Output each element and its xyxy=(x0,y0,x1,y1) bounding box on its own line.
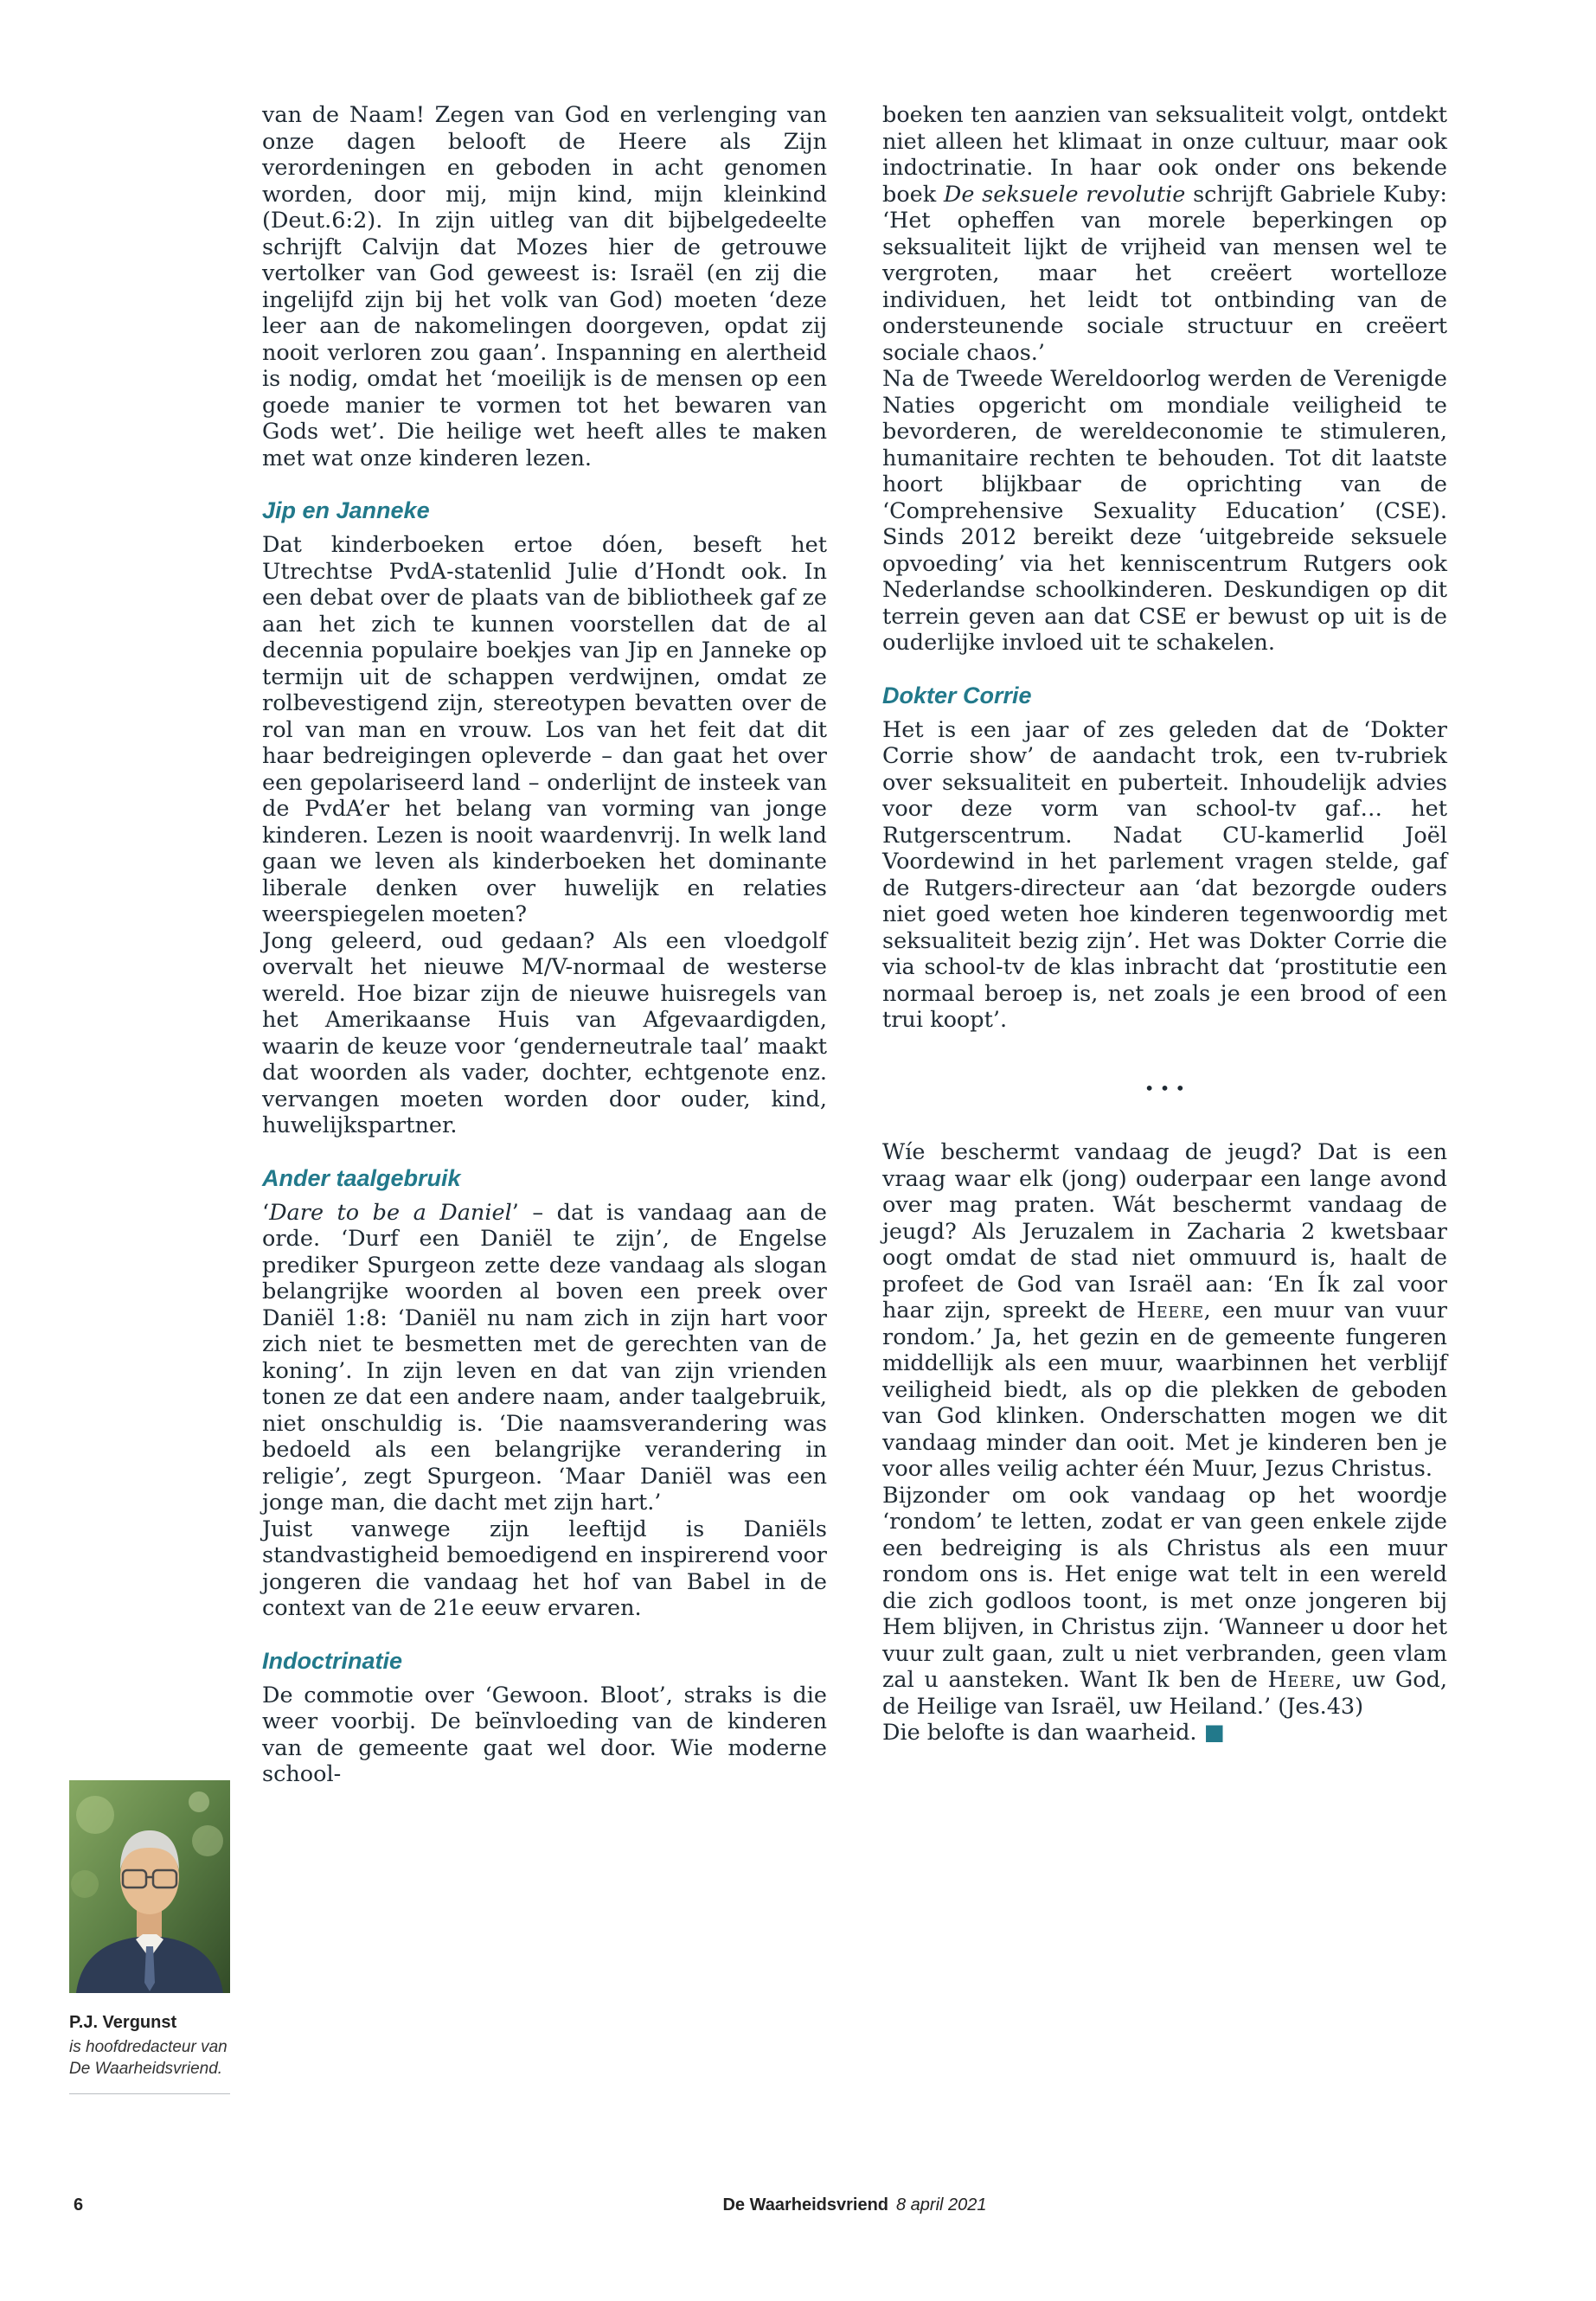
text-run: , uw God, de Heilige van Israël, uw Heiland.’ (Jes.43) xyxy=(882,1667,1447,1720)
paragraph xyxy=(262,1200,827,1516)
right-column xyxy=(882,102,1447,1788)
section-heading: Ander taalgebruik xyxy=(262,1164,461,1191)
text-run: Bijzonder om ook vandaag op het woordje ‘rondom’ te letten, zodat er van geen enkele zijde een bedreiging is als Christus als een muur rondom ons is. Het enige wat telt in een wereld die zich godloos toont, is met onze jongeren bij Hem blijven, in Christus zijn. ‘Wanneer u door het vuur zult gaan, zult u niet verbranden, geen vlam zal u aansteken. Want Ik ben de xyxy=(882,1482,1447,1693)
author-role: is hoofdredacteur van De Waarheidsvriend. xyxy=(69,2038,228,2078)
section-heading: Dokter Corrie xyxy=(882,682,1032,708)
author-caption xyxy=(69,2012,230,2080)
paragraph xyxy=(882,1720,1447,1747)
text-run: Die belofte is dan waarheid. xyxy=(882,1720,1204,1746)
text-run: Wíe beschermt vandaag de jeugd? Dat is een vraag waar elk (jong) ouderpaar een lange avond over mag praten. Wát beschermt vandaag de jeugd? Als Jeruzalem in Zacharia 2 kwetsbaar oogt omdat de stad niet ommuurd is, haalt de profeet de God van Israël aan: ‘En Ík zal voor haar zijn, spreekt de xyxy=(882,1139,1447,1324)
paragraph xyxy=(262,1682,827,1788)
page-number: 6 xyxy=(74,2195,84,2214)
text-run: Na de Tweede Wereldoorlog werden de Verenigde Naties opgericht om mondiale veiligheid te bevorderen, de wereldeconomie te stimuleren, humanitaire rechten te behouden. Tot dit laatste hoort blijkbaar de oprichting van de ‘Comprehensive Sexuality Education’ (CSE). Sinds 2012 bereikt deze ‘uitgebreide seksuele opvoeding’ via het kenniscentrum Rutgers ook Nederlandse schoolkinderen. Deskundigen op dit terrein geven aan dat CSE er bewust op uit is de ouderlijke invloed uit te schakelen. xyxy=(882,366,1447,656)
text-run: ‘ xyxy=(262,1199,270,1226)
paragraph xyxy=(262,928,827,1139)
paragraph xyxy=(882,1139,1447,1483)
smallcaps-text-run: Heere xyxy=(1136,1298,1204,1324)
endmark-text-run: ■ xyxy=(1203,1720,1225,1746)
text-run: , een muur van vuur rondom.’ Ja, het gezin en de gemeente fungeren middellijk als een muur, waarbinnen het verblijf veiligheid biedt, als op die plekken de geboden van God klinken. Onderschatten mogen we dit vandaag minder dan ooit. Met je kinderen ben je voor alles veilig achter één Muur, Jezus Christus. xyxy=(882,1298,1447,1482)
text-run: Dat kinderboeken ertoe dóen, beseft het Utrechtse PvdA-statenlid Julie d’Hondt ook. In een debat over de plaats van de bibliotheek gaf ze aan het zich te kunnen voorstellen dat de al decennia populaire boekjes van Jip en Janneke op termijn uit de schappen verdwijnen, omdat ze rolbevestigend zijn, stereotypen bevatten over de rol van man en vrouw. Los van het feit dat dit haar bedreigingen opleverde – dan gaat het over een gepolariseerd land – onderlijnt de insteek van de PvdA’er het belang van vorming van jonge kinderen. Lezen is nooit waardenvrij. In welk land gaan we leven als kinderboeken het dominante liberale denken over huwelijk en relaties weerspiegelen moeten? xyxy=(262,532,827,927)
text-run: Juist vanwege zijn leeftijd is Daniëls standvastigheid bemoedigend en inspirerend voor jongeren die vandaag het hof van Babel in de context van de 21e eeuw ervaren. xyxy=(262,1516,827,1621)
italic-text-run: Dare to be a Daniel xyxy=(269,1199,512,1226)
issue-date: 8 april 2021 xyxy=(896,2195,987,2214)
section-separator: ••• xyxy=(1144,1077,1191,1099)
text-run: De commotie over ‘Gewoon. Bloot’, straks is die weer voorbij. De beïnvloeding van de kinderen van de gemeente gaat wel door. Wie moderne school- xyxy=(262,1682,827,1787)
text-run: schrijft Gabriele Kuby: ‘Het opheffen van morele beperkingen op seksualiteit lijkt de vrijheid van mensen wel te vergroten, maar het creëert wortelloze individuen, het leidt tot ontbinding van de ondersteunende sociale structuur en creëert sociale chaos.’ xyxy=(882,181,1447,366)
left-column xyxy=(262,102,827,1788)
paragraph xyxy=(262,1516,827,1622)
paragraph xyxy=(882,366,1447,657)
paragraph xyxy=(262,532,827,928)
text-run: Het is een jaar of zes geleden dat de ‘Dokter Corrie show’ de aandacht trok, een tv-rubriek over seksualiteit en puberteit. Inhoudelijk advies voor deze vorm van school-tv gaf… het Rutgerscentrum. Nadat CU-kamerlid Joël Voordewind in het parlement vragen stelde, gaf de Rutgers-directeur aan ‘dat bezorgde ouders niet goed weten hoe kinderen tegenwoordig met seksualiteit bezig zijn’. Het was Dokter Corrie die via school-tv de klas inbracht dat ‘prostitutie een normaal beroep is, net zoals je een brood of een trui koopt’. xyxy=(882,716,1447,1033)
author-name: P.J. Vergunst xyxy=(69,2013,177,2032)
author-portrait-illustration xyxy=(69,1780,230,1993)
footer-center xyxy=(262,2195,1447,2215)
smallcaps-text-run: Heere xyxy=(1267,1667,1336,1693)
article-body xyxy=(262,102,1447,1788)
magazine-title: De Waarheidsvriend xyxy=(722,2195,888,2214)
section-heading: Jip en Janneke xyxy=(262,497,430,523)
text-run: Jong geleerd, oud gedaan? Als een vloedgolf overvalt het nieuwe M/V-normaal de westerse wereld. Hoe bizar zijn de nieuwe huisregels van het Amerikaanse Huis van Afgevaardigden, waarin de keuze voor ‘genderneutrale taal’ maakt dat woorden als vader, dochter, echtgenote enz. vervangen moeten worden door ouder, kind, huwelijkspartner. xyxy=(262,927,827,1138)
text-run: ’ – dat is vandaag aan de orde. ‘Durf een Daniël te zijn’, de Engelse prediker Spurgeon zette deze vandaag als slogan belangrijke woorden al boven een preek over Daniël 1:8: ‘Daniël nu nam zich in zijn hart voor zich niet te besmetten met de gerechten van de koning’. In zijn leven en dat van zijn vrienden tonen ze dat een andere naam, ander taalgebruik, niet onschuldig is. ‘Die naamsverandering was bedoeld als een belangrijke verandering in religie’, zegt Spurgeon. ‘Maar Daniël was een jonge man, die dacht met zijn hart.’ xyxy=(262,1199,827,1516)
caption-divider xyxy=(69,2093,230,2094)
text-run: boeken ten aanzien van seksualiteit volgt, ontdekt niet alleen het klimaat in onze cultuur, maar ook indoctrinatie. In haar ook onder ons bekende boek xyxy=(882,102,1447,208)
italic-text-run: De seksuele revolutie xyxy=(943,181,1186,208)
author-box xyxy=(69,1780,230,2094)
author-photo xyxy=(69,1780,230,1993)
paragraph xyxy=(882,1483,1447,1721)
text-run: van de Naam! Zegen van God en verlenging van onze dagen belooft de Heere als Zijn verordeningen en geboden in acht genomen worden, door mij, mijn kind, mijn kleinkind (Deut.6:2). In zijn uitleg van dit bijbelgedeelte schrijft Calvijn dat Mozes hier de getrouwe vertolker van God geweest is: Israël (en zij die ingelijfd zijn bij het volk van God) moeten ‘deze leer aan de nakomelingen doorgeven, opdat zij nooit verloren zou gaan’. Inspanning en alertheid is nodig, omdat het ‘moeilijk is de mensen op een goede manier te vormen tot het bewaren van Gods wet’. Die heilige wet heeft alles te maken met wat onze kinderen lezen. xyxy=(262,102,827,471)
paragraph xyxy=(882,717,1447,1034)
paragraph xyxy=(882,102,1447,366)
section-heading: Indoctrinatie xyxy=(262,1647,403,1674)
paragraph xyxy=(262,102,827,471)
